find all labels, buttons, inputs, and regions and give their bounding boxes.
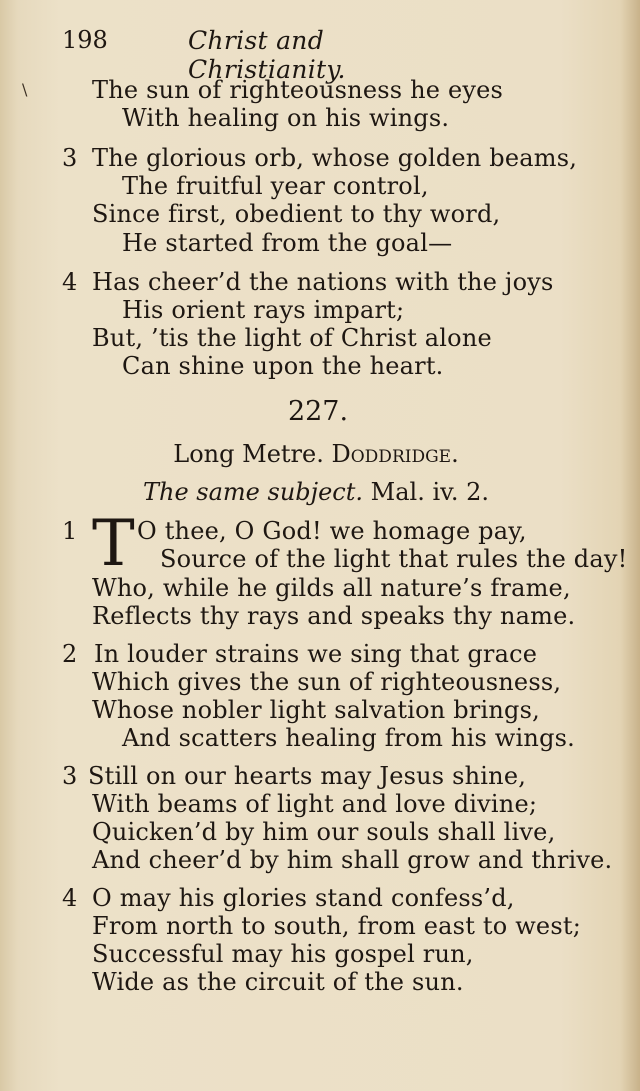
page-number: 198: [62, 26, 108, 54]
page-header: [62, 26, 482, 84]
scripture-reference: Mal. iv. 2.: [370, 478, 489, 506]
verse-number: 1: [62, 517, 78, 545]
hymn-subject: The same subject.: [142, 478, 363, 506]
verse-line: In louder strains we sing that grace: [94, 640, 538, 668]
verse-line: Who, while he gilds all nature’s frame,: [92, 574, 571, 602]
verse-number: 2: [62, 640, 78, 668]
verse-line: Has cheer’d the nations with the joys: [92, 268, 554, 296]
verse-line: Source of the light that rules the day!: [160, 545, 628, 573]
verse-line: The glorious orb, whose golden beams,: [92, 144, 578, 172]
verse-number: 3: [62, 144, 78, 172]
running-title: Christ and Christianity.: [188, 26, 346, 84]
verse-number: 3: [62, 762, 78, 790]
verse-line: Wide as the circuit of the sun.: [92, 968, 464, 996]
hymn-number: 227.: [287, 396, 349, 427]
verse-number: 4: [62, 268, 78, 296]
hymn-author: Doddridge.: [331, 440, 459, 468]
verse-line: And cheer’d by him shall grow and thrive.: [92, 846, 613, 874]
verse-line: Successful may his gospel run,: [92, 940, 474, 968]
hymn-meter: Long Metre.: [173, 440, 324, 468]
verse-line: The fruitful year control,: [122, 172, 429, 200]
verse-line: Which gives the sun of righteousness,: [92, 668, 562, 696]
verse-line: But, ’tis the light of Christ alone: [92, 324, 492, 352]
verse-line: O may his glories stand confess’d,: [92, 884, 515, 912]
hymn-subject-line: [0, 478, 636, 506]
verse-line: With beams of light and love divine;: [92, 790, 538, 818]
verse-line: O thee, O God! we homage pay,: [137, 517, 527, 545]
verse-line: Quicken’d by him our souls shall live,: [92, 818, 556, 846]
verse-line: Whose nobler light salvation brings,: [92, 696, 540, 724]
verse-line: His orient rays impart;: [122, 296, 405, 324]
margin-mark: \: [22, 80, 28, 99]
verse-line: Since first, obedient to thy word,: [92, 200, 501, 228]
verse-line: He started from the goal—: [122, 229, 453, 257]
verse-line: Can shine upon the heart.: [122, 352, 444, 380]
drop-cap: T: [92, 507, 135, 581]
verse-line: The sun of righteousness he eyes: [92, 76, 504, 104]
hymn-meter-line: [0, 440, 636, 468]
verse-line: And scatters healing from his wings.: [122, 724, 575, 752]
verse-line: With healing on his wings.: [122, 104, 450, 132]
verse-line: Reflects thy rays and speaks thy name.: [92, 602, 576, 630]
verse-number: 4: [62, 884, 78, 912]
verse-line: From north to south, from east to west;: [92, 912, 581, 940]
verse-line: Still on our hearts may Jesus shine,: [88, 762, 527, 790]
